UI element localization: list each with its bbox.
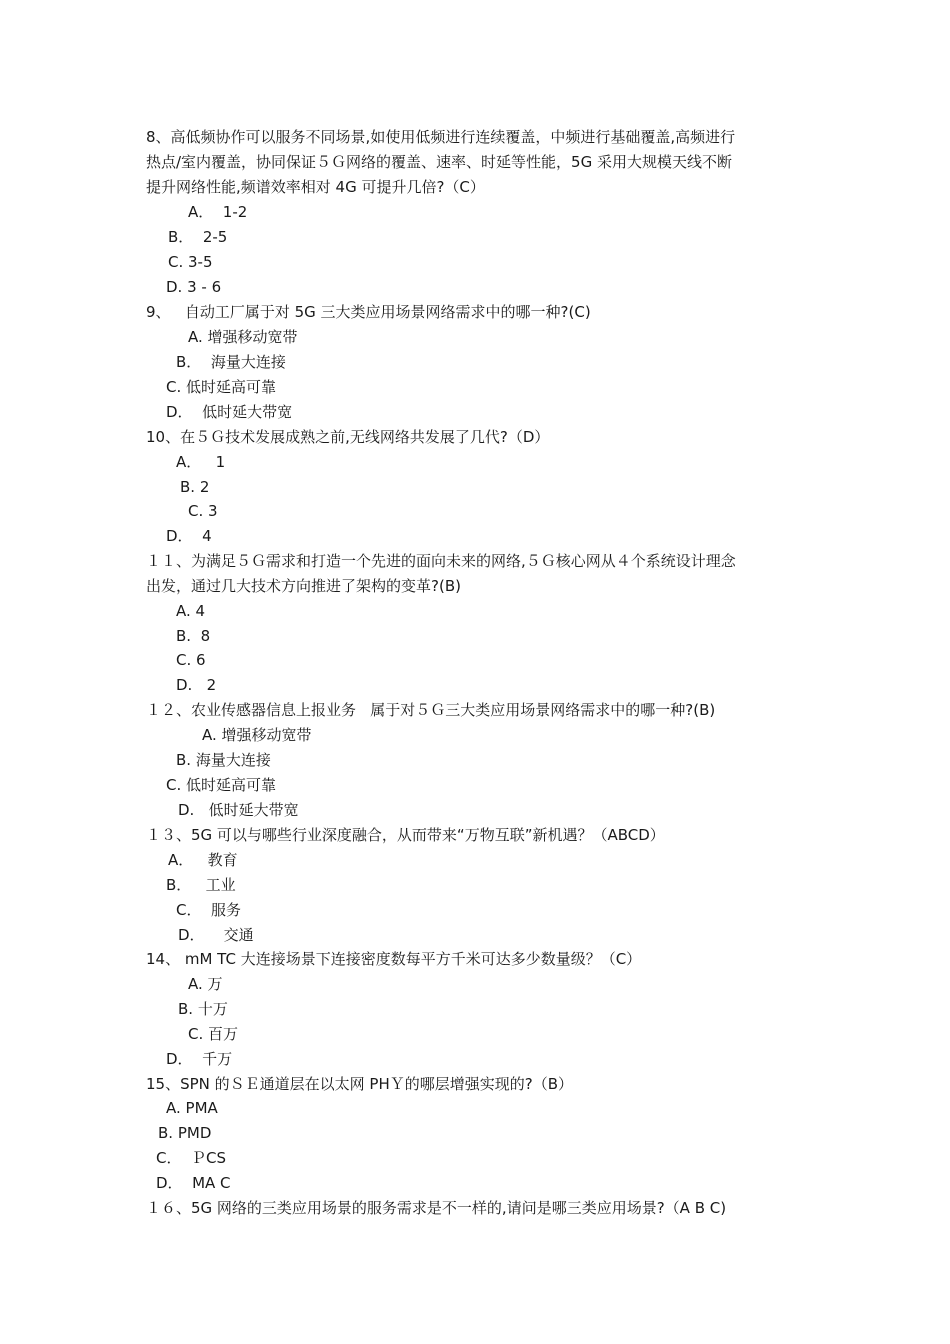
option-a: A． 1: [176, 453, 226, 471]
question-8-text: 提升网络性能,频谱效率相对 4G 可提升几倍?（C）: [146, 178, 485, 196]
option-d: D． 交通: [178, 926, 254, 944]
option-b: B． 海量大连接: [176, 353, 286, 371]
option-c: C. 百万: [188, 1025, 239, 1043]
option-c: C． ＰCS: [156, 1149, 227, 1167]
option-d: D． MA C: [156, 1174, 231, 1192]
option-c: C． 服务: [176, 901, 242, 919]
option-b: B. 2: [180, 478, 210, 496]
option-c: C. 低时延高可靠: [166, 776, 277, 794]
option-d: D. 2: [176, 676, 217, 694]
question-9-text: 9、 自动工厂属于对 5G 三大类应用场景网络需求中的哪一种?(C): [146, 303, 591, 321]
option-c: C. 3: [188, 502, 218, 520]
question-10-text: 10、在５Ｇ技术发展成熟之前,无线网络共发展了几代?（D）: [146, 428, 550, 446]
option-d: D. 低时延大带宽: [178, 801, 299, 819]
option-a: A． 1-2: [188, 203, 248, 221]
option-a: A. 4: [176, 602, 206, 620]
option-d: D． 千万: [166, 1050, 233, 1068]
option-d: D． 低时延大带宽: [166, 403, 293, 421]
option-c: C. 6: [176, 651, 206, 669]
option-b: B． 2-5: [168, 228, 228, 246]
option-b: B. 8: [176, 627, 211, 645]
option-a: A. 增强移动宽带: [188, 328, 298, 346]
option-a: A． 教育: [168, 851, 238, 869]
option-d: D. 3 - 6: [166, 278, 222, 296]
option-b: B． 工业: [166, 876, 236, 894]
option-b: B. PMD: [158, 1124, 212, 1142]
option-b: B. 十万: [178, 1000, 228, 1018]
question-16-text: １６、5G 网络的三类应用场景的服务需求是不一样的,请问是哪三类应用场景?（A B C): [146, 1199, 727, 1217]
option-c: C. 3-5: [168, 253, 213, 271]
option-a: A. PMA: [166, 1099, 218, 1117]
option-a: A. 增强移动宽带: [202, 726, 312, 744]
question-8-text: 热点/室内覆盖，协同保证５Ｇ网络的覆盖、速率、时延等性能，5G 采用大规模天线不断: [146, 153, 732, 171]
question-15-text: 15、SPN 的ＳＥ通道层在以太网 PHＹ的哪层增强实现的?（B）: [146, 1075, 573, 1093]
question-11-text: １１、为满足５Ｇ需求和打造一个先进的面向未来的网络,５Ｇ核心网从４个系统设计理念: [146, 552, 736, 570]
question-11-text: 出发，通过几大技术方向推进了架构的变革?(B): [146, 577, 461, 595]
option-b: B. 海量大连接: [176, 751, 271, 769]
question-12-text: １２、农业传感器信息上报业务 属于对５Ｇ三大类应用场景网络需求中的哪一种?(B): [146, 701, 716, 719]
option-d: D． 4: [166, 527, 212, 545]
question-13-text: １３、5G 可以与哪些行业深度融合，从而带来“万物互联”新机遇？（ABCD）: [146, 826, 665, 844]
question-14-text: 14、 mM TC 大连接场景下连接密度数每平方千米可达多少数量级？（C）: [146, 950, 642, 968]
option-a: A. 万: [188, 975, 223, 993]
question-8-text: 8、高低频协作可以服务不同场景,如使用低频进行连续覆盖，中频进行基础覆盖,高频进行: [146, 128, 736, 146]
option-c: C. 低时延高可靠: [166, 378, 277, 396]
